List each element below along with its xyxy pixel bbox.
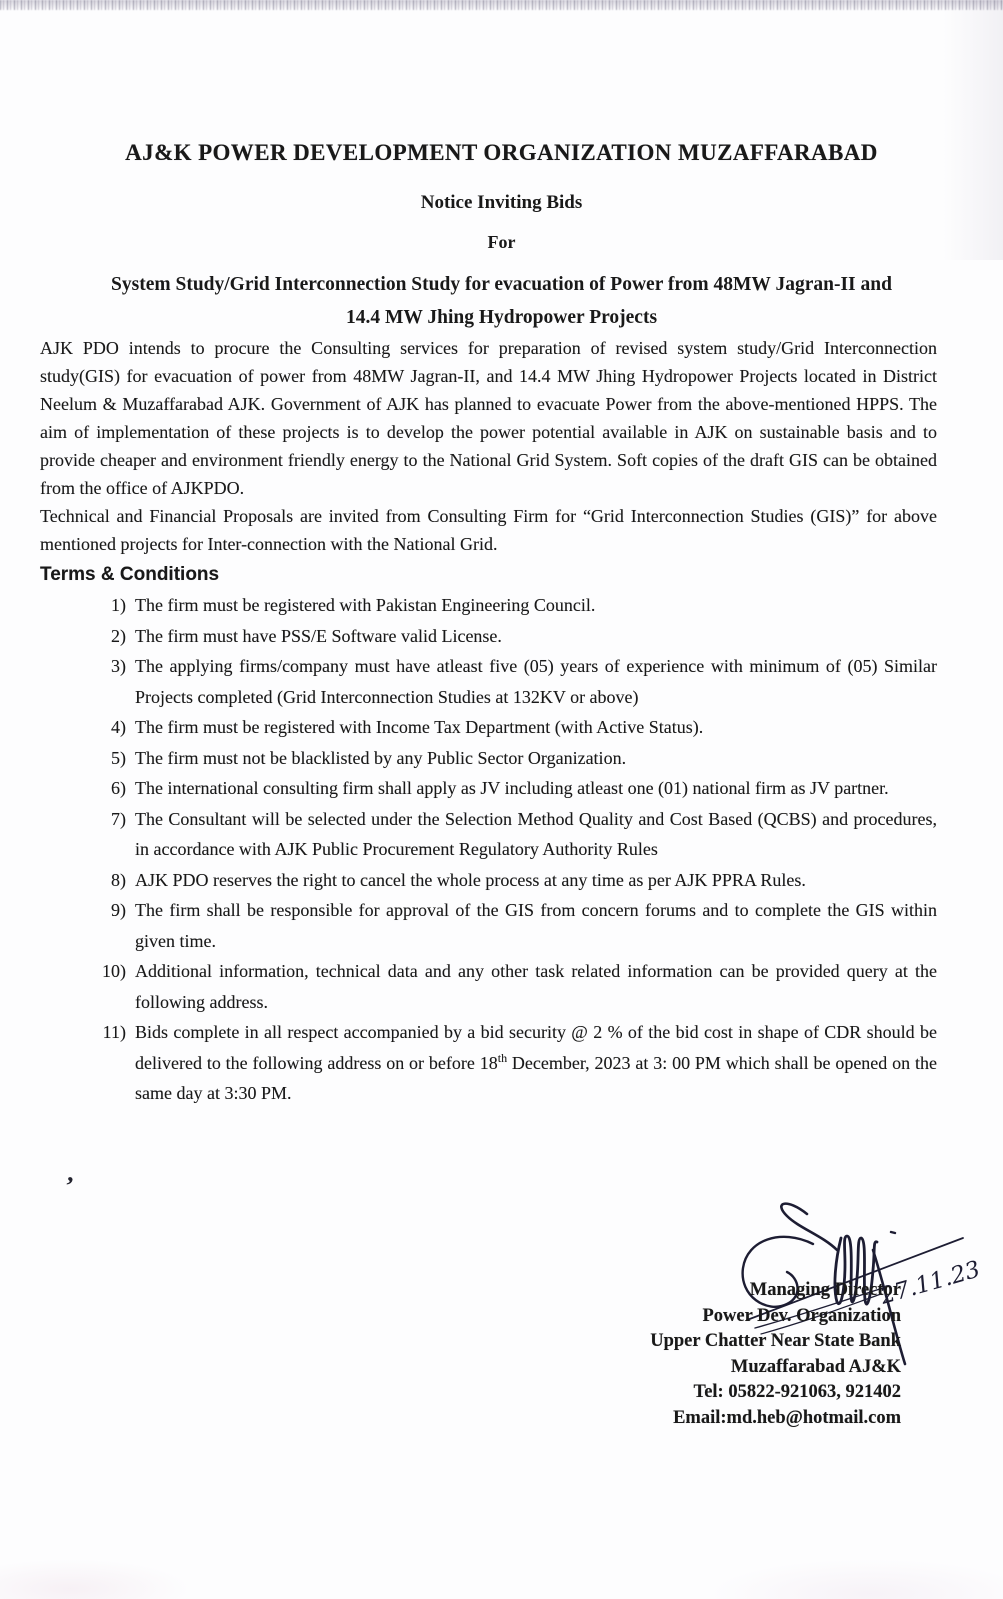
term-number: 11) (102, 1022, 126, 1042)
term-text-part-a: Bids complete in all respect accompanied by a bid security @ 2 % of the bid cost in shape of CDR should be delivered to the following address on or before 18 (135, 1022, 937, 1073)
signatory-organization: Power Dev. Organization (702, 1305, 901, 1326)
term-text: Additional information, technical data and any other task related information can be provided query at the following address. (135, 961, 937, 1012)
term-text: The international consulting firm shall apply as JV including atleast one (01) national firm as JV partner. (135, 778, 889, 798)
organization-title: AJ&K POWER DEVELOPMENT ORGANIZATION MUZAFFARABAD (125, 140, 878, 165)
term-item-3 (40, 651, 937, 712)
term-text: The firm shall be responsible for approval of the GIS from concern forums and to complete the GIS within given time. (135, 900, 937, 951)
term-text: The firm must be registered with Income Tax Department (with Active Status). (135, 717, 704, 737)
term-item-8 (40, 865, 937, 896)
term-text: The Consultant will be selected under the Selection Method Quality and Cost Based (QCBS) and procedures, in accordance with AJK Public Procurement Regulatory Authority Rules (135, 808, 937, 859)
term-number: 2) (111, 625, 126, 646)
term-number: 8) (111, 869, 126, 890)
term-text: The firm must not be blacklisted by any Public Sector Organization. (135, 747, 627, 768)
proposal-paragraph: Technical and Financial Proposals are invited from Consulting Firm for “Grid Interconnection Studies (GIS)” for above mentioned projects for Inter-connection with the National Grid. (40, 506, 937, 554)
terms-list (40, 590, 937, 1109)
terms-and-conditions-heading: Terms & Conditions (40, 564, 220, 585)
signatory-block (650, 1278, 901, 1431)
signatory-email: Email:md.heb@hotmail.com (673, 1407, 901, 1428)
signature-date: 27.11.23 (877, 1256, 984, 1310)
term-text: AJK PDO reserves the right to cancel the whole process at any time as per AJK PPRA Rules. (135, 869, 806, 890)
stray-pen-mark: , (66, 1157, 77, 1188)
signatory-title: Managing Director (749, 1280, 901, 1300)
scan-artifact-top-band (0, 0, 1003, 10)
term-number: 1) (111, 595, 126, 615)
for-word: For (487, 232, 516, 252)
term-text: The firm must be registered with Pakistan Engineering Council. (135, 595, 596, 615)
term-item-11 (40, 1017, 937, 1109)
ordinal-suffix: th (497, 1050, 508, 1065)
signatory-address-line1: Upper Chatter Near State Bank (650, 1331, 901, 1351)
subject-line-1: System Study/Grid Interconnection Study for evacuation of Power from 48MW Jagran-II and (111, 274, 892, 295)
scan-artifact-right-shade (943, 0, 1003, 260)
term-item-4 (40, 712, 937, 743)
subject-line-2: 14.4 MW Jhing Hydropower Projects (345, 307, 658, 328)
subject-heading (0, 268, 1003, 334)
term-item-10 (40, 956, 937, 1017)
term-text-part-b: December, 2023 at 3: 00 PM which shall be opened on the same day at 3:30 PM. (135, 1052, 937, 1103)
term-number: 6) (111, 778, 126, 798)
term-number: 5) (111, 747, 126, 768)
signatory-phone: Tel: 05822-921063, 921402 (693, 1382, 901, 1402)
term-item-7 (40, 804, 937, 865)
term-number: 10) (102, 961, 126, 981)
body-column (40, 334, 937, 1109)
term-item-2 (40, 621, 937, 652)
term-item-5 (40, 743, 937, 774)
term-text: The applying firms/company must have atleast five (05) years of experience with minimum of (05) Similar Projects completed (Grid Interconnection Studies at 132KV or above) (135, 656, 937, 707)
term-number: 7) (111, 808, 126, 829)
term-number: 4) (111, 717, 126, 737)
signatory-address-line2: Muzaffarabad AJ&K (730, 1356, 901, 1377)
term-item-6 (40, 773, 937, 804)
term-text: The firm must have PSS/E Software valid License. (135, 625, 502, 646)
term-item-1 (40, 590, 937, 621)
intro-paragraph: AJK PDO intends to procure the Consulting services for preparation of revised system study/Grid Interconnection study(GIS) for evacuation of power from 48MW Jagran-II, and 14.4 MW Jhing Hydropower Projects located in District Neelum & Muzaffarabad AJK. Government of AJK has planned to evacuate Power from the above-mentioned HPPS. The aim of implementation of these projects is to develop the power potential available in AJK on sustainable basis and to provide cheaper and environment friendly energy to the National Grid System. Soft copies of the draft GIS can be obtained from the office of AJKPDO. (40, 338, 937, 498)
term-item-9 (40, 895, 937, 956)
term-number: 9) (111, 900, 126, 920)
term-text (135, 1017, 937, 1109)
scan-artifact-bottom-smudge (0, 1539, 1003, 1599)
notice-heading: Notice Inviting Bids (420, 192, 583, 213)
term-number: 3) (111, 656, 126, 676)
